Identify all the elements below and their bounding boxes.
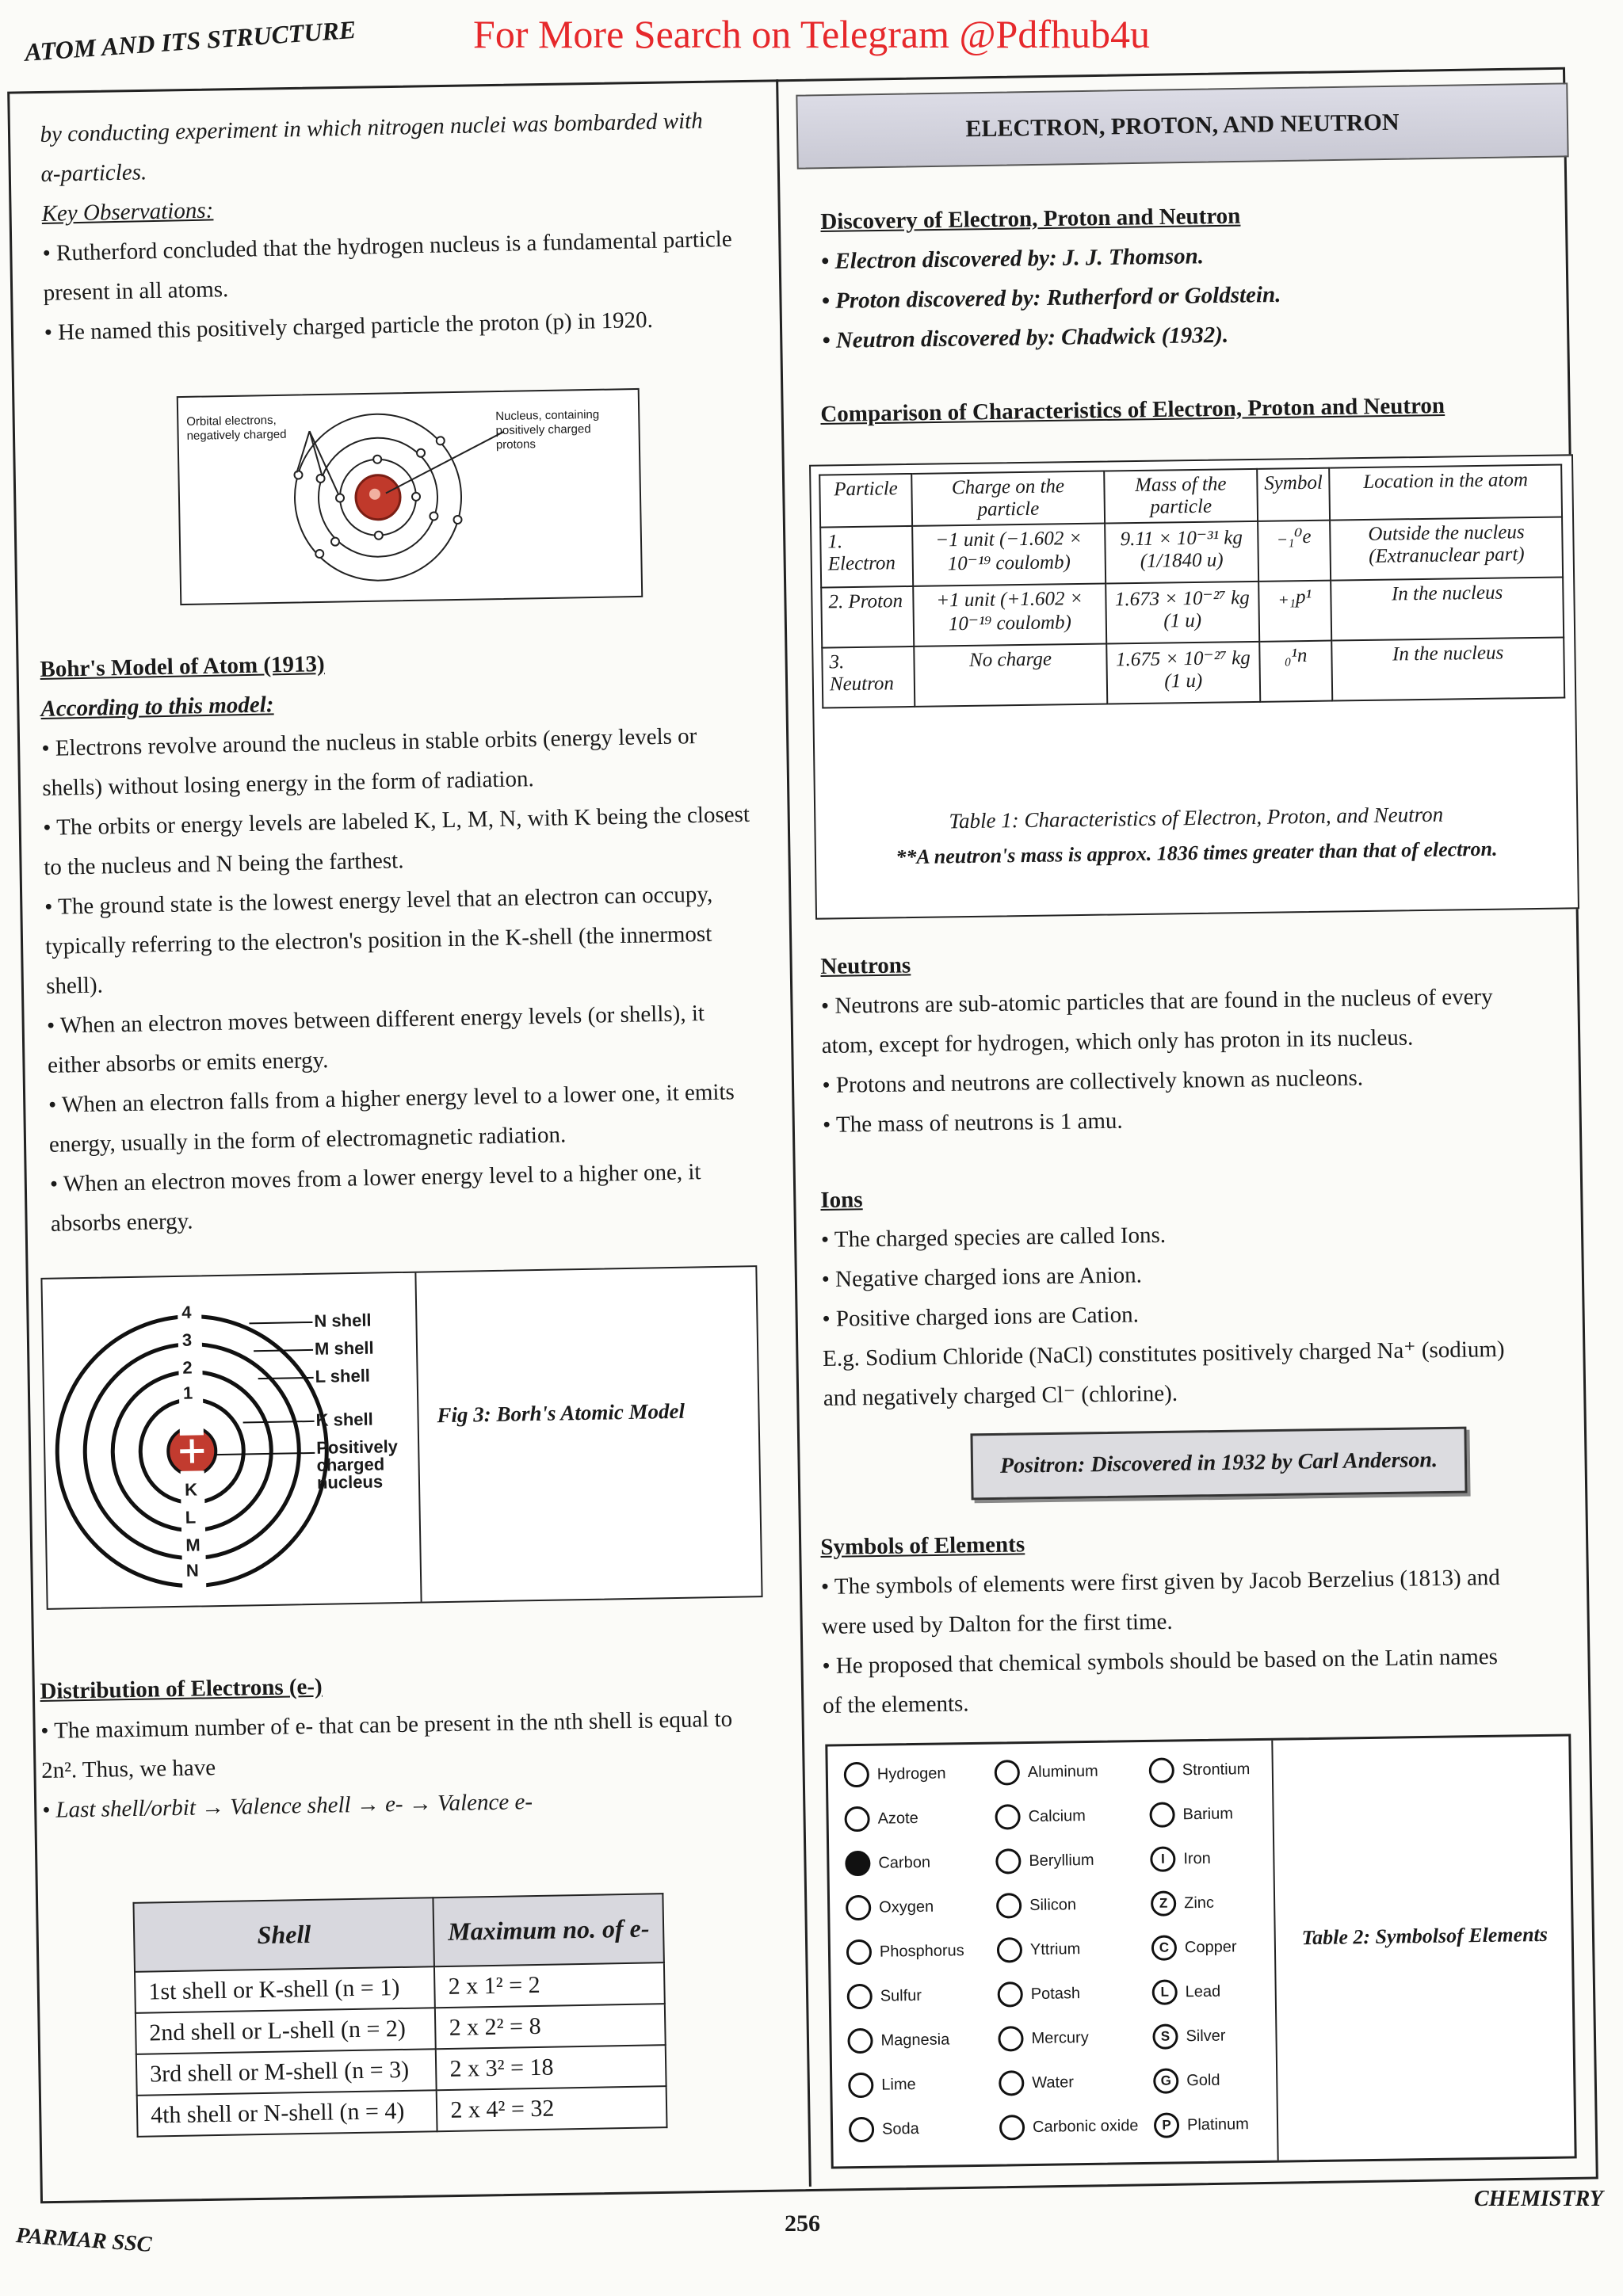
max-electrons-cell: 2 x 4² = 32 <box>437 2086 667 2131</box>
element-symbol-icon: L <box>1151 1979 1177 2004</box>
observation-2: • He named this positively charged particle the proton (p) in 1920. <box>44 307 654 345</box>
table-row <box>822 637 1564 707</box>
element-symbol-icon <box>999 2115 1025 2140</box>
element-symbol-icon: S <box>1152 2023 1178 2049</box>
table1-cell: 3. Neutron <box>822 646 915 708</box>
ion-item: • The charged species are called Ions. <box>820 1222 1167 1253</box>
shell-label: K shell <box>315 1409 373 1430</box>
element-symbol <box>847 1983 922 2009</box>
max-electrons-cell: 2 x 2² = 8 <box>435 2004 666 2049</box>
element-symbol <box>844 1760 946 1787</box>
shell-label: M shell <box>314 1337 374 1359</box>
element-symbol <box>1153 2068 1220 2094</box>
nucleus-label: Nucleus, containing positively charged protons <box>495 407 600 452</box>
distribution-line-3: • Last shell/orbit → Valence shell → e- → Valence e- <box>41 1789 533 1823</box>
fig3-caption: Fig 3: Borh's Atomic Model <box>437 1398 685 1428</box>
table1-cell: ₊₁p¹ <box>1258 581 1332 642</box>
bohr-line: • When an electron falls from a higher energy level to a lower one, it emits <box>48 1079 735 1118</box>
table1-cell: In the nucleus <box>1332 637 1565 700</box>
ion-item: • Positive charged ions are Cation. <box>822 1302 1140 1332</box>
shell-letter: L <box>185 1507 197 1527</box>
discovery-item: • Proton discovered by: Rutherford or Goldstein. <box>821 281 1281 314</box>
element-symbol <box>1152 2023 1225 2050</box>
element-name: Soda <box>881 2119 919 2138</box>
element-symbol-icon <box>847 1984 873 2009</box>
element-symbol <box>848 2072 916 2098</box>
table1-header: Charge on the particle <box>911 471 1105 526</box>
shell-number: 4 <box>181 1302 192 1322</box>
element-symbol <box>999 2069 1074 2096</box>
neutrons-lines <box>821 976 1568 1145</box>
table1-header: Particle <box>819 474 912 528</box>
bohr-lines <box>41 715 796 1244</box>
symbol-text-line: • The symbols of elements were first given by Jacob Berzelius (1813) and <box>820 1565 1501 1600</box>
symbol-text-line: • He proposed that chemical symbols should be based on the Latin names <box>822 1644 1499 1679</box>
bohr-line: shell). <box>45 972 104 999</box>
key-observations-heading: Key Observations: <box>41 197 214 227</box>
element-name: Copper <box>1184 1937 1237 1956</box>
element-name: Yttrium <box>1029 1939 1081 1958</box>
element-name: Silicon <box>1029 1895 1077 1914</box>
element-name: Water <box>1032 2073 1075 2092</box>
element-name: Magnesia <box>880 2030 950 2050</box>
distribution-title: Distribution of Electrons (e-) <box>40 1673 323 1704</box>
element-name: Carbon <box>878 1853 931 1872</box>
ion-item: • Negative charged ions are Anion. <box>821 1262 1143 1292</box>
element-name: Calcium <box>1028 1806 1086 1825</box>
bohr-line: shells) without losing energy in the form of radiation. <box>42 766 535 801</box>
shell-number: 3 <box>181 1329 193 1350</box>
element-symbol-icon <box>998 1981 1023 2007</box>
chapter-title: ATOM AND ITS STRUCTURE <box>24 14 357 67</box>
max-electrons-cell: 2 x 3² = 18 <box>436 2045 666 2090</box>
element-name: Phosphorus <box>879 1941 964 1961</box>
element-symbol <box>844 1806 918 1832</box>
ion-item: and negatively charged Cl⁻ (chlorine). <box>823 1380 1178 1411</box>
element-symbol <box>1150 1846 1211 1872</box>
table1-note: **A neutron's mass is approx. 1836 times greater than that of electron. <box>896 837 1498 869</box>
discovery-lines <box>821 231 1568 360</box>
bohr-line: either absorbs or emits energy. <box>47 1047 329 1078</box>
shell-number: 2 <box>182 1357 193 1378</box>
bohr-subtitle: According to this model: <box>40 692 274 722</box>
element-symbol <box>849 2116 919 2142</box>
symbol-text-line: were used by Dalton for the first time. <box>821 1608 1173 1639</box>
table1-cell: 9.11 × 10⁻³¹ kg (1/1840 u) <box>1105 521 1258 584</box>
max-electrons-cell: 2 x 1² = 2 <box>434 1962 665 2008</box>
table1-cell: 1. Electron <box>820 526 913 588</box>
element-symbol <box>996 1892 1076 1918</box>
element-symbol <box>997 1936 1081 1962</box>
discovery-section <box>820 192 1568 360</box>
element-name: Potash <box>1030 1984 1081 2003</box>
table1-cell: No charge <box>914 644 1107 707</box>
element-symbol-icon <box>848 2073 873 2098</box>
rutherford-figure <box>177 388 643 605</box>
element-symbol <box>995 1759 1098 1786</box>
table1-cell: −1 unit (−1.602 × 10⁻¹⁹ coulomb) <box>912 524 1106 586</box>
element-name: Beryllium <box>1029 1851 1094 1870</box>
element-symbol-icon: Z <box>1151 1890 1176 1916</box>
intro-line-2: α-particles. <box>40 159 147 187</box>
element-symbol-icon <box>846 1939 872 1965</box>
orbital-electrons-label: Orbital electrons, negatively charged <box>186 413 287 443</box>
element-symbol-icon <box>1149 1802 1174 1827</box>
observation-1b: present in all atoms. <box>43 277 229 306</box>
element-symbol-icon <box>847 2028 873 2054</box>
ion-item: E.g. Sodium Chloride (NaCl) constitutes positively charged Na⁺ (sodium) <box>822 1336 1505 1371</box>
neutrons-section <box>820 936 1568 1145</box>
bohr-line: typically referring to the electron's position in the K-shell (the innermost <box>44 921 712 959</box>
section-banner: ELECTRON, PROTON, AND NEUTRON <box>796 82 1568 169</box>
bohr-line: • Electrons revolve around the nucleus in stable orbits (energy levels or <box>41 723 697 761</box>
element-symbol-icon: P <box>1154 2112 1179 2138</box>
element-symbol <box>1151 1979 1220 2005</box>
element-symbol <box>998 1981 1081 2007</box>
table1-cell: +1 unit (+1.602 × 10⁻¹⁹ coulomb) <box>913 584 1106 646</box>
shell-cell: 4th shell or N-shell (n = 4) <box>137 2090 437 2137</box>
bohr-line: absorbs energy. <box>50 1208 193 1237</box>
particle-table <box>819 463 1565 708</box>
shell-cell: 2nd shell or L-shell (n = 2) <box>136 2008 436 2054</box>
element-name: Silver <box>1186 2027 1226 2045</box>
shell-label: N shell <box>314 1310 372 1331</box>
distribution-line-2: 2n². Thus, we have <box>40 1755 216 1783</box>
element-name: Iron <box>1183 1849 1211 1867</box>
ions-lines <box>821 1210 1576 1418</box>
symbols-section <box>820 1517 1575 1726</box>
table1-cell: 2. Proton <box>821 586 914 648</box>
element-symbol <box>995 1803 1086 1830</box>
bohr-line: to the nucleus and N being the farthest. <box>43 848 404 880</box>
symbols-title: Symbols of Elements <box>820 1531 1025 1560</box>
table1-cell: ₀¹n <box>1259 641 1333 702</box>
element-name: Lead <box>1185 1982 1221 2000</box>
table-row <box>137 2086 667 2137</box>
discovery-title: Discovery of Electron, Proton and Neutron <box>820 203 1241 235</box>
neutron-item: • Protons and neutrons are collectively known as nucleons. <box>822 1065 1364 1098</box>
element-symbol-icon <box>849 2117 874 2142</box>
element-symbol-icon <box>995 1760 1020 1785</box>
element-name: Strontium <box>1182 1760 1251 1779</box>
table1-header: Symbol <box>1257 468 1331 521</box>
observation-1a: • Rutherford concluded that the hydrogen nucleus is a fundamental particle <box>42 226 733 266</box>
footer-subject: CHEMISTRY <box>1474 2187 1603 2211</box>
page-number: 256 <box>785 2210 820 2237</box>
footer-publisher: PARMAR SSC <box>15 2223 153 2257</box>
element-name: Barium <box>1182 1804 1234 1823</box>
bohr-line: • The orbits or energy levels are labeled K, L, M, N, with K being the closest <box>43 801 750 841</box>
element-symbol-icon: I <box>1150 1846 1175 1871</box>
element-symbol-icon <box>998 2026 1023 2051</box>
bohr-section <box>40 635 796 1244</box>
element-name: Mercury <box>1031 2028 1089 2047</box>
element-symbol <box>846 1938 964 1965</box>
neutrons-title: Neutrons <box>820 952 911 979</box>
element-symbol-icon <box>844 1806 869 1832</box>
element-symbol <box>1154 2111 1249 2138</box>
table1-cell: ₋₁⁰e <box>1258 521 1331 582</box>
element-symbol-icon: G <box>1153 2068 1178 2093</box>
table1-cell: 1.673 × 10⁻²⁷ kg (1 u) <box>1106 582 1259 644</box>
max-electrons-header: Maximum no. of e- <box>433 1894 664 1966</box>
positron-box: Positron: Discovered in 1932 by Carl Anderson. <box>970 1427 1467 1501</box>
bohr-title: Bohr's Model of Atom (1913) <box>40 651 325 682</box>
element-name: Lime <box>881 2075 916 2094</box>
shell-header: Shell <box>133 1897 434 1972</box>
intro-line-1: by conducting experiment in which nitrogen nuclei was bombarded with <box>40 108 703 147</box>
element-symbol-icon <box>995 1848 1021 1874</box>
element-symbol-icon <box>846 1895 871 1920</box>
element-symbol <box>1149 1756 1251 1783</box>
element-symbol <box>845 1850 930 1876</box>
neutron-item: • The mass of neutrons is 1 amu. <box>822 1108 1123 1138</box>
element-symbol-icon <box>996 1893 1022 1918</box>
element-name: Platinum <box>1186 2115 1250 2134</box>
table1-caption: Table 1: Characteristics of Electron, Proton, and Neutron <box>949 802 1444 833</box>
bohr-line: • When an electron moves between different energy levels (or shells), it <box>46 1000 705 1039</box>
element-symbol-icon <box>995 1804 1020 1829</box>
element-name: Hydrogen <box>876 1764 946 1783</box>
element-symbol <box>846 1894 934 1921</box>
element-symbol <box>1151 1890 1214 1917</box>
element-symbol <box>998 2025 1089 2052</box>
symbol-text-line: of the elements. <box>822 1691 969 1718</box>
table1-cell: In the nucleus <box>1331 577 1564 640</box>
element-name: Carbonic oxide <box>1032 2116 1139 2136</box>
shell-label: L shell <box>315 1365 371 1386</box>
left-intro <box>40 99 789 353</box>
symbols-lines <box>821 1557 1576 1726</box>
comparison-title: Comparison of Characteristics of Electron, Proton and Neutron <box>820 392 1445 427</box>
table1-cell: Outside the nucleus (Extranuclear part) <box>1330 517 1563 580</box>
table1-cell: 1.675 × 10⁻²⁷ kg (1 u) <box>1106 642 1260 704</box>
ions-section <box>820 1170 1576 1418</box>
element-symbol-icon <box>844 1762 869 1787</box>
shell-letter: M <box>185 1535 200 1555</box>
element-symbol <box>995 1848 1094 1875</box>
bohr-figure <box>40 1265 762 1610</box>
watermark-text: For More Search on Telegram @Pdfhub4u <box>473 12 1150 56</box>
shell-number: 1 <box>182 1383 193 1403</box>
element-symbol <box>1151 1934 1237 1960</box>
shell-cell: 3rd shell or M-shell (n = 3) <box>136 2049 437 2096</box>
bohr-line: energy, usually in the form of electromagnetic radiation. <box>48 1122 567 1158</box>
table-row <box>821 577 1564 647</box>
neutron-item: • Neutrons are sub-atomic particles that are found in the nucleus of every <box>820 984 1493 1019</box>
table-row <box>820 517 1563 587</box>
element-name: Azote <box>877 1809 918 1828</box>
element-symbol-icon <box>845 1851 870 1876</box>
element-symbol-icon <box>999 2070 1024 2096</box>
shell-cell: 1st shell or K-shell (n = 1) <box>135 1966 435 2013</box>
element-symbol-icon <box>997 1937 1022 1962</box>
bohr-line: • The ground state is the lowest energy level that an electron can occupy, <box>44 881 713 920</box>
table1-header: Location in the atom <box>1330 465 1562 521</box>
symbols-table <box>825 1733 1576 2168</box>
element-name: Zinc <box>1183 1894 1215 1912</box>
element-name: Gold <box>1186 2071 1220 2089</box>
table1-header: Mass of the particle <box>1104 469 1258 524</box>
discovery-item: • Electron discovered by: J. J. Thomson. <box>820 243 1205 274</box>
shell-letter: N <box>185 1560 199 1581</box>
table1-frame <box>809 454 1579 919</box>
element-name: Oxygen <box>879 1897 934 1917</box>
element-symbol-icon: C <box>1151 1935 1177 1960</box>
element-symbol <box>1149 1801 1233 1827</box>
element-name: Aluminum <box>1027 1762 1098 1781</box>
element-symbol <box>999 2113 1139 2140</box>
shell-label: Positively charged nucleus <box>315 1436 399 1493</box>
shell-table <box>132 1893 667 2138</box>
discovery-item: • Neutron discovered by: Chadwick (1932). <box>822 322 1229 353</box>
element-name: Sulfur <box>880 1986 922 2005</box>
table2-caption: Table 2: Symbolsof Elements <box>1301 1922 1549 1950</box>
element-symbol <box>847 2027 949 2054</box>
distribution-line-1: • The maximum number of e- that can be present in the nth shell is equal to <box>40 1706 733 1744</box>
shell-letter: K <box>184 1479 198 1500</box>
ions-title: Ions <box>820 1187 863 1213</box>
neutron-item: atom, except for hydrogen, which only has proton in its nucleus. <box>821 1024 1414 1058</box>
bohr-line: • When an electron moves from a lower energy level to a higher one, it <box>49 1159 701 1197</box>
element-symbol-icon <box>1149 1757 1174 1783</box>
distribution-section <box>40 1659 787 1830</box>
